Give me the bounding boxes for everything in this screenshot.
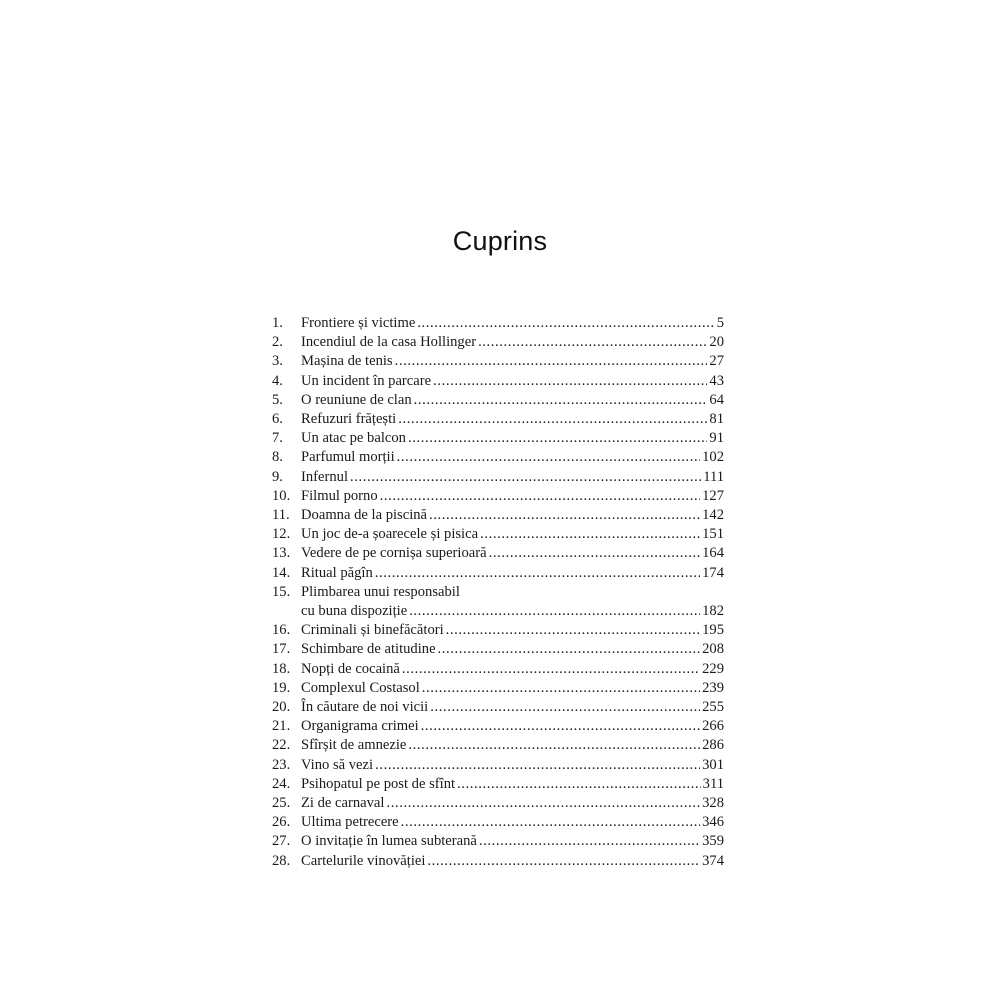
toc-entry-number: 28. (272, 852, 291, 869)
toc-entry-page: 311 (702, 775, 724, 792)
toc-entry-page: 64 (709, 391, 724, 408)
dot-leader (375, 564, 700, 583)
dot-leader (401, 813, 700, 832)
toc-entry-number: 24. (272, 775, 291, 792)
toc-entry-title: Zi de carnaval (301, 795, 385, 812)
toc-entry-number: 11. (272, 507, 290, 524)
toc-entry-number: 17. (272, 641, 291, 658)
dot-leader (397, 448, 700, 467)
toc-entry-number: 7. (272, 430, 283, 447)
toc-entry (272, 333, 724, 352)
toc-entry-number: 21. (272, 718, 291, 735)
toc-entry-number: 23. (272, 756, 291, 773)
toc-entry-number: 9. (272, 468, 283, 485)
toc-entry (272, 717, 724, 736)
toc-entry-title: Parfumul morții (301, 449, 395, 466)
dot-leader (457, 775, 701, 794)
toc-entry-page: 20 (709, 334, 724, 351)
toc-entry-number: 10. (272, 487, 291, 504)
toc-entry-page: 346 (702, 814, 724, 831)
toc-entry-title: Ritual păgîn (301, 564, 373, 581)
toc-entry-number: 27. (272, 833, 291, 850)
dot-leader (414, 391, 708, 410)
toc-entry (272, 813, 724, 832)
toc-entry-page: 301 (702, 756, 724, 773)
toc-entry-number: 15. (272, 583, 291, 600)
page-title: Cuprins (452, 226, 548, 256)
toc-entry-page: 374 (702, 852, 724, 869)
toc-entry-title: Vino să vezi (301, 756, 374, 773)
toc-entry (272, 410, 724, 429)
toc-entry-title: Un joc de-a șoarecele și pisica (301, 526, 479, 543)
toc-entry-page: 102 (702, 449, 724, 466)
table-of-contents (272, 314, 724, 871)
dot-leader (430, 698, 700, 717)
toc-entry-number: 1. (272, 315, 283, 331)
toc-entry (272, 775, 724, 794)
toc-entry-title: Complexul Costasol (301, 679, 420, 696)
toc-entry-number: 5. (272, 391, 283, 408)
toc-entry-page: 286 (702, 737, 724, 754)
toc-entry-title: Infernul (301, 468, 349, 485)
toc-entry-page: 255 (702, 699, 724, 716)
toc-entry-title: O reuniune de clan (301, 391, 412, 408)
toc-entry (272, 506, 724, 525)
toc-entry-title: Schimbare de atitudine (301, 641, 436, 658)
dot-leader (408, 736, 700, 755)
dot-leader (479, 832, 700, 851)
dot-leader (417, 314, 714, 333)
toc-entry-number: 20. (272, 699, 291, 716)
toc-entry-number: 8. (272, 449, 283, 466)
dot-leader (409, 602, 700, 621)
dot-leader (422, 679, 700, 698)
toc-entry-title: O invitație în lumea subterană (301, 833, 477, 850)
toc-entry (272, 525, 724, 544)
toc-entry-title: Criminali și binefăcători (301, 622, 444, 639)
toc-entry-title: Refuzuri frățești (301, 411, 397, 428)
toc-entry-page: 266 (702, 718, 724, 735)
toc-entry-title: Filmul porno (301, 487, 378, 504)
toc-entry-page: 174 (702, 564, 724, 581)
toc-entry-number: 26. (272, 814, 291, 831)
toc-entry-title: Plimbarea unui responsabil (301, 583, 460, 600)
toc-entry (272, 544, 724, 563)
toc-entry (272, 852, 724, 871)
toc-entry-number: 3. (272, 353, 283, 370)
dot-leader (421, 717, 700, 736)
toc-entry-number: 14. (272, 564, 291, 581)
dot-leader (402, 660, 700, 679)
dot-leader (398, 410, 707, 429)
toc-entry-page: 81 (709, 411, 724, 428)
dot-leader (375, 756, 700, 775)
toc-entry-number: 16. (272, 622, 291, 639)
toc-entry (272, 756, 724, 775)
dot-leader (480, 525, 700, 544)
toc-entry (272, 487, 724, 506)
toc-entry (272, 832, 724, 851)
toc-entry (272, 583, 724, 621)
toc-entry (272, 621, 724, 640)
toc-entry-title: Ultima petrecere (301, 814, 399, 831)
toc-entry-title: Nopți de cocaină (301, 660, 400, 677)
toc-entry-page: 328 (702, 795, 724, 812)
toc-entry-title: Psihopatul pe post de sfînt (301, 775, 456, 792)
toc-entry-title: Frontiere și victime (301, 315, 416, 331)
toc-entry (272, 391, 724, 410)
toc-entry-title: În căutare de noi vicii (301, 699, 429, 716)
toc-entry (272, 679, 724, 698)
toc-entry-number: 6. (272, 411, 283, 428)
toc-entry (272, 429, 724, 448)
toc-entry-number: 22. (272, 737, 291, 754)
toc-entry-number: 25. (272, 795, 291, 812)
toc-entry-number: 19. (272, 679, 291, 696)
toc-entry-page: 359 (702, 833, 724, 850)
toc-entry-title: Un incident în parcare (301, 372, 432, 389)
toc-entry-title-continued: cu buna dispoziție (301, 603, 408, 620)
toc-entry (272, 640, 724, 659)
toc-entry (272, 660, 724, 679)
toc-entry-page: 111 (703, 468, 724, 485)
toc-entry (272, 372, 724, 391)
dot-leader (433, 372, 707, 391)
toc-entry-page: 27 (709, 353, 724, 370)
toc-entry-page: 151 (702, 526, 724, 543)
dot-leader (478, 333, 707, 352)
toc-entry-number: 2. (272, 334, 283, 351)
dot-leader (408, 429, 707, 448)
toc-entry-page: 239 (702, 679, 724, 696)
dot-leader (429, 506, 700, 525)
toc-entry-number: 12. (272, 526, 291, 543)
toc-entry-page: 164 (702, 545, 724, 562)
toc-entry-page: 229 (702, 660, 724, 677)
toc-entry (272, 352, 724, 371)
dot-leader (380, 487, 700, 506)
toc-entry-page: 182 (702, 603, 724, 620)
dot-leader (395, 352, 708, 371)
toc-entry-title: Mașina de tenis (301, 353, 393, 370)
dot-leader (350, 468, 701, 487)
toc-entry-title: Doamna de la piscină (301, 507, 428, 524)
toc-entry-page: 43 (709, 372, 724, 389)
toc-entry (272, 698, 724, 717)
toc-entry (272, 314, 724, 333)
toc-entry-page: 195 (702, 622, 724, 639)
toc-entry-number: 18. (272, 660, 291, 677)
dot-leader (489, 544, 701, 563)
toc-entry-number: 13. (272, 545, 291, 562)
toc-entry-page: 91 (709, 430, 724, 447)
toc-entry (272, 564, 724, 583)
toc-entry-page: 5 (716, 315, 724, 331)
toc-entry-number: 4. (272, 372, 283, 389)
toc-entry-page: 208 (702, 641, 724, 658)
toc-entry-title: Cartelurile vinovăției (301, 852, 426, 869)
toc-entry-title: Incendiul de la casa Hollinger (301, 334, 477, 351)
toc-entry-page: 127 (702, 487, 724, 504)
toc-entry-title: Sfîrșit de amnezie (301, 737, 407, 754)
toc-entry (272, 794, 724, 813)
toc-entry (272, 448, 724, 467)
dot-leader (438, 640, 701, 659)
toc-entry-title: Un atac pe balcon (301, 430, 406, 447)
toc-entry-title: Vedere de pe cornișa superioară (301, 545, 487, 562)
dot-leader (446, 621, 700, 640)
toc-entry-title: Organigrama crimei (301, 718, 419, 735)
dot-leader (427, 852, 700, 871)
toc-entry (272, 736, 724, 755)
dot-leader (386, 794, 700, 813)
toc-entry-page: 142 (702, 507, 724, 524)
toc-entry (272, 468, 724, 487)
